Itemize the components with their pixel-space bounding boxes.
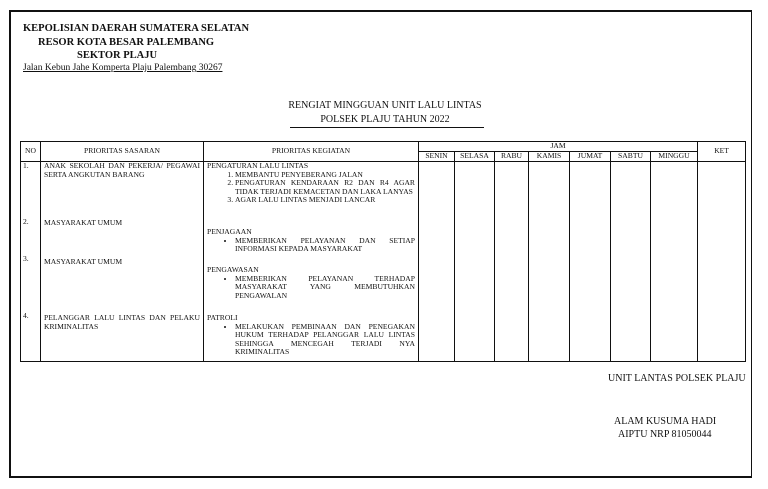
kegiatan-heading: PATROLI [207, 313, 238, 322]
ket-cell [698, 162, 746, 362]
day-cell [570, 162, 611, 362]
kegiatan-block [207, 266, 415, 300]
kegiatan-heading: PENGAWASAN [207, 265, 259, 274]
header-day: MINGGU [651, 152, 698, 162]
header-day: KAMIS [529, 152, 570, 162]
header-jam: JAM [419, 142, 698, 152]
header-day: SENIN [419, 152, 455, 162]
kegiatan-column [204, 162, 419, 362]
schedule-table [20, 141, 746, 362]
document-subtitle: POLSEK PLAJU TAHUN 2022 [320, 114, 450, 125]
header-day: JUMAT [570, 152, 611, 162]
sasaran-item: MASYARAKAT UMUM [44, 257, 123, 266]
table-row [21, 162, 746, 362]
sasaran-item: PELANGGAR LALU LINTAS DAN PELAKU KRIMINALITAS [44, 313, 200, 331]
signature-unit: UNIT LANTAS POLSEK PLAJU [608, 373, 746, 384]
signature-name: ALAM KUSUMA HADI [614, 416, 717, 427]
day-cell [495, 162, 529, 362]
kegiatan-item: • MEMBERIKAN PELAYANAN TERHADAP MASYARAKAT YANG MEMBUTUHKAN PENGAWALAN [235, 275, 415, 301]
no-column [21, 162, 41, 362]
resort-name: RESOR KOTA BESAR PALEMBANG [38, 37, 215, 48]
header-day: SABTU [611, 152, 651, 162]
sector-name: SEKTOR PLAJU [77, 50, 158, 61]
day-cell [651, 162, 698, 362]
day-cell [419, 162, 455, 362]
header-ket: KET [698, 142, 746, 162]
header-sasaran: PRIORITAS SASARAN [41, 142, 204, 162]
kegiatan-item: 3. AGAR LALU LINTAS MENJADI LANCAR [235, 196, 415, 205]
agency-name: KEPOLISIAN DAERAH SUMATERA SELATAN [23, 23, 250, 34]
sasaran-item: MASYARAKAT UMUM [44, 218, 123, 227]
title-underline [290, 127, 484, 128]
table-header-row [21, 142, 746, 152]
header-day: SELASA [455, 152, 495, 162]
row-number: 4. [23, 311, 29, 320]
row-number: 2. [23, 217, 29, 226]
row-number: 3. [23, 254, 29, 263]
day-cell [611, 162, 651, 362]
sasaran-item: ANAK SEKOLAH DAN PEKERJA/ PEGAWAI SERTA ANGKUTAN BARANG [44, 161, 200, 179]
row-number: 1. [23, 161, 29, 170]
sasaran-column [41, 162, 204, 362]
kegiatan-heading: PENGATURAN LALU LINTAS [207, 161, 309, 170]
signature-rank: AIPTU NRP 81050044 [618, 429, 712, 440]
address: Jalan Kebun Jahe Komperta Plaju Palembang 30267 [23, 63, 223, 73]
kegiatan-block [207, 162, 415, 205]
document-title: RENGIAT MINGGUAN UNIT LALU LINTAS [288, 100, 482, 111]
kegiatan-block [207, 228, 415, 254]
kegiatan-heading: PENJAGAAN [207, 227, 252, 236]
day-cell [529, 162, 570, 362]
kegiatan-item: • MELAKUKAN PEMBINAAN DAN PENEGAKAN HUKUM TERHADAP PELANGGAR LALU LINTAS SEHINGGA MENCEGAH TERJADI NYA KRIMINALITAS [235, 323, 415, 357]
kegiatan-item: 1. MEMBANTU PENYEBERANG JALAN [235, 171, 415, 180]
kegiatan-item: 2. PENGATURAN KENDARAAN R2 DAN R4 AGAR TIDAK TERJADI KEMACETAN DAN LAKA LANYAS [235, 179, 415, 196]
kegiatan-block [207, 314, 415, 357]
header-day: RABU [495, 152, 529, 162]
header-no: NO [21, 142, 41, 162]
day-cell [455, 162, 495, 362]
header-kegiatan: PRIORITAS KEGIATAN [204, 142, 419, 162]
kegiatan-item: • MEMBERIKAN PELAYANAN DAN SETIAP INFORMASI KEPADA MASYARAKAT [235, 237, 415, 254]
